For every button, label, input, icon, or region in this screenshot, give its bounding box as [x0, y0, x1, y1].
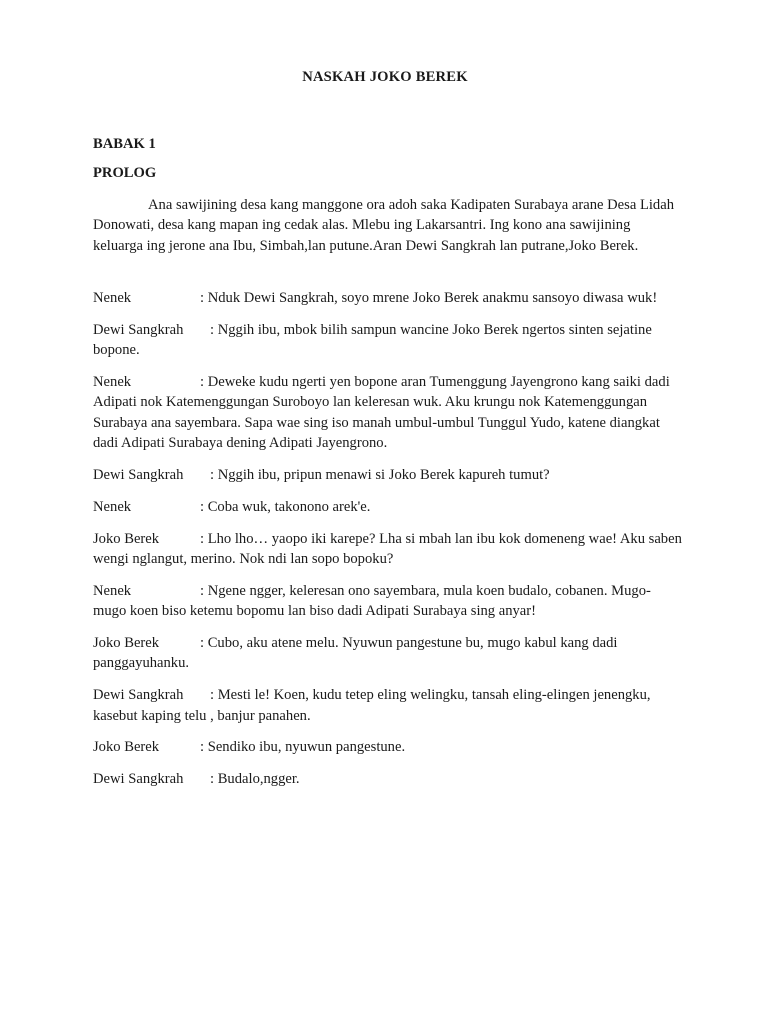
- dialogue-line: [93, 581, 683, 622]
- dialogue-line: [93, 372, 683, 453]
- speaker-name: Nenek: [93, 498, 132, 515]
- speaker-name: Nenek: [93, 582, 132, 599]
- dialogue-text: : Ngene ngger, keleresan ono sayembara, mula koen budalo, cobanen. Mugo-mugo koen biso ketemu bopomu lan biso dadi Adipati Surabaya sing anyar!: [93, 582, 651, 620]
- dialogue-text: : Lho lho… yaopo iki karepe? Lha si mbah lan ibu kok domeneng wae! Aku saben wengi nglangut, merino. Nok ndi lan sopo bopoku?: [93, 530, 682, 567]
- dialogue-text: : Cubo, aku atene melu. Nyuwun pangestune bu, mugo kabul kang dadi panggayuhanku.: [93, 635, 618, 672]
- dialogue-text: : Mesti le! Koen, kudu tetep eling welingku, tansah eling-elingen jenengku, kasebut kaping telu , banjur panahen.: [93, 687, 651, 724]
- dialogue-text: : Nduk Dewi Sangkrah, soyo mrene Joko Berek anakmu sansoyo diwasa wuk!: [200, 290, 658, 306]
- dialogue-list: [93, 288, 683, 801]
- document-page: [93, 67, 682, 788]
- dialogue-text: : Nggih ibu, mbok bilih sampun wancine Joko Berek ngertos sinten sejatine bopone.: [93, 321, 652, 359]
- dialogue-line: [93, 288, 683, 308]
- dialogue-line: [93, 497, 683, 517]
- dialogue-text: : Budalo,ngger.: [210, 771, 300, 788]
- act-heading: BABAK 1: [93, 136, 156, 152]
- speaker-name: Joko Berek: [93, 635, 160, 652]
- dialogue-line: [93, 465, 683, 485]
- speaker-name: Dewi Sangkrah: [93, 771, 184, 788]
- dialogue-line: [93, 320, 683, 361]
- speaker-name: Joko Berek: [93, 739, 160, 756]
- dialogue-line: [93, 529, 683, 570]
- prolog-heading: PROLOG: [93, 165, 157, 181]
- speaker-name: Dewi Sangkrah: [93, 466, 184, 483]
- speaker-name: Nenek: [93, 290, 132, 306]
- document-title: NASKAH JOKO BEREK: [302, 69, 468, 85]
- dialogue-line: [93, 737, 683, 757]
- speaker-name: Dewi Sangkrah: [93, 687, 184, 704]
- speaker-name: Nenek: [93, 374, 132, 391]
- dialogue-line: [93, 685, 683, 726]
- dialogue-text: : Nggih ibu, pripun menawi si Joko Berek kapureh tumut?: [210, 466, 550, 483]
- prolog-paragraph: Ana sawijining desa kang manggone ora adoh saka Kadipaten Surabaya arane Desa Lidah Donowati, desa kang mapan ing cedak alas. Mlebu ing Lakarsantri. Ing kono ana sawijining keluarga ing jerone ana Ibu, Simbah,lan putune.Aran Dewi Sangkrah lan putrane,Joko Berek.: [93, 197, 674, 254]
- speaker-name: Dewi Sangkrah: [93, 321, 184, 338]
- dialogue-text: : Sendiko ibu, nyuwun pangestune.: [200, 739, 406, 756]
- dialogue-line: [93, 633, 683, 674]
- dialogue-text: : Coba wuk, takonono arek'e.: [200, 498, 371, 515]
- speaker-name: Joko Berek: [93, 530, 160, 547]
- dialogue-text: : Deweke kudu ngerti yen bopone aran Tumenggung Jayengrono kang saiki dadi Adipati nok Katemenggungan Suroboyo lan keleresan wuk. Aku krungu nok Katemenggungan Surabaya ana sayembara. Sapa wae sing iso manah umbul-umbul Tunggul Yudo, katene diangkat dadi Adipati Surabaya dening Adipati Jayengrono.: [93, 374, 670, 451]
- dialogue-line: [93, 769, 683, 789]
